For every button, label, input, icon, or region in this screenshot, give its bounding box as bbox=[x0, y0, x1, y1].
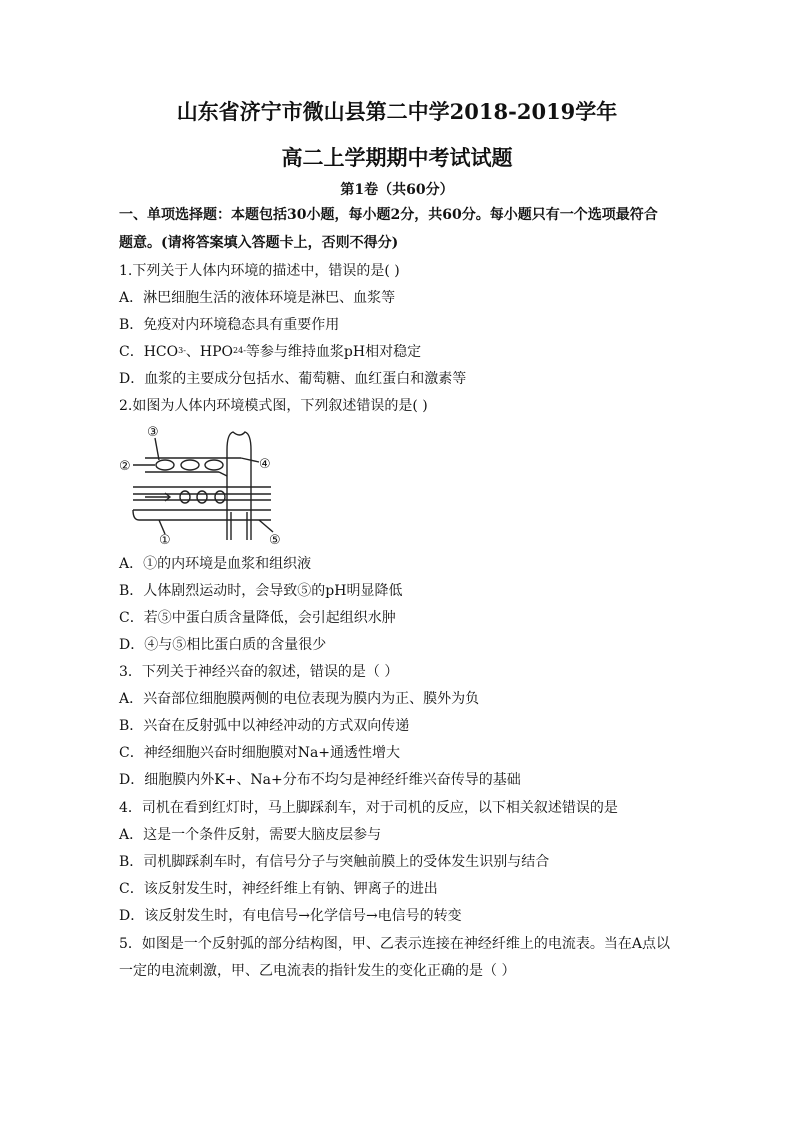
q2-option-b: B．人体剧烈运动时，会导致⑤的pH明显降低 bbox=[119, 583, 403, 599]
internal-environment-diagram bbox=[119, 420, 289, 550]
q1-c-post: 等参与维持血浆pH相对稳定 bbox=[245, 344, 422, 360]
q2-stem: 2.如图为人体内环境模式图，下列叙述错误的是( ) bbox=[119, 398, 428, 414]
q4-option-b: B．司机脚踩刹车时，有信号分子与突触前膜上的受体发生识别与结合 bbox=[119, 854, 550, 870]
title-line-2: 高二上学期期中考试试题 bbox=[281, 145, 513, 170]
q1-stem: 1.下列关于人体内环境的描述中，错误的是( ) bbox=[119, 263, 400, 279]
q1-option-a: A．淋巴细胞生活的液体环境是淋巴、血浆等 bbox=[119, 290, 396, 306]
section-instructions-1: 一、单项选择题：本题包括30小题，每小题2分，共60分。每小题只有一个选项最符合 bbox=[119, 207, 658, 223]
volume-heading: 第1卷（共60分） bbox=[340, 182, 454, 198]
q1-option-d: D．血浆的主要成分包括水、葡萄糖、血红蛋白和激素等 bbox=[119, 371, 467, 387]
q4-option-d: D．该反射发生时，有电信号→化学信号→电信号的转变 bbox=[119, 908, 462, 924]
q3-option-a: A．兴奋部位细胞膜两侧的电位表现为膜内为正、膜外为负 bbox=[119, 691, 480, 707]
label-2: ② bbox=[119, 459, 131, 474]
label-4: ④ bbox=[259, 457, 271, 472]
q1-c-pre: C．HCO bbox=[119, 344, 179, 360]
q4-stem: 4．司机在看到红灯时，马上脚踩刹车，对于司机的反应，以下相关叙述错误的是 bbox=[119, 800, 618, 816]
q4-option-a: A．这是一个条件反射，需要大脑皮层参与 bbox=[119, 827, 382, 843]
section-instructions-2: 题意。(请将答案填入答题卡上，否则不得分) bbox=[119, 235, 399, 251]
q1-option-c bbox=[119, 342, 421, 364]
q4-option-c: C．该反射发生时，神经纤维上有钠、钾离子的进出 bbox=[119, 881, 438, 897]
q5-stem-line-2: 一定的电流刺激，甲、乙电流表的指针发生的变化正确的是（ ） bbox=[119, 963, 516, 979]
q2-option-a: A．①的内环境是血浆和组织液 bbox=[119, 556, 312, 572]
q5-stem-line-1: 5．如图是一个反射弧的部分结构图，甲、乙表示连接在神经纤维上的电流表。当在A点以 bbox=[119, 936, 671, 952]
q1-option-b: B．免疫对内环境稳态具有重要作用 bbox=[119, 317, 340, 333]
q1-c-sup2: 24- bbox=[233, 346, 246, 355]
q3-stem: 3．下列关于神经兴奋的叙述，错误的是（ ） bbox=[119, 664, 399, 680]
q3-option-c: C．神经细胞兴奋时细胞膜对Na+通透性增大 bbox=[119, 745, 401, 761]
title-line-1: 山东省济宁市微山县第二中学2018-2019学年 bbox=[176, 99, 618, 124]
q2-option-d: D．④与⑤相比蛋白质的含量很少 bbox=[119, 637, 327, 653]
q1-c-sup1: 3- bbox=[178, 346, 186, 355]
q1-c-mid: 、HPO bbox=[185, 344, 234, 360]
q3-option-b: B．兴奋在反射弧中以神经冲动的方式双向传递 bbox=[119, 718, 410, 734]
label-1: ① bbox=[159, 533, 171, 548]
label-3: ③ bbox=[147, 425, 159, 440]
label-5: ⑤ bbox=[269, 533, 281, 548]
q2-option-c: C．若⑤中蛋白质含量降低，会引起组织水肿 bbox=[119, 610, 396, 626]
q3-option-d: D．细胞膜内外K+、Na+分布不均匀是神经纤维兴奋传导的基础 bbox=[119, 772, 521, 788]
